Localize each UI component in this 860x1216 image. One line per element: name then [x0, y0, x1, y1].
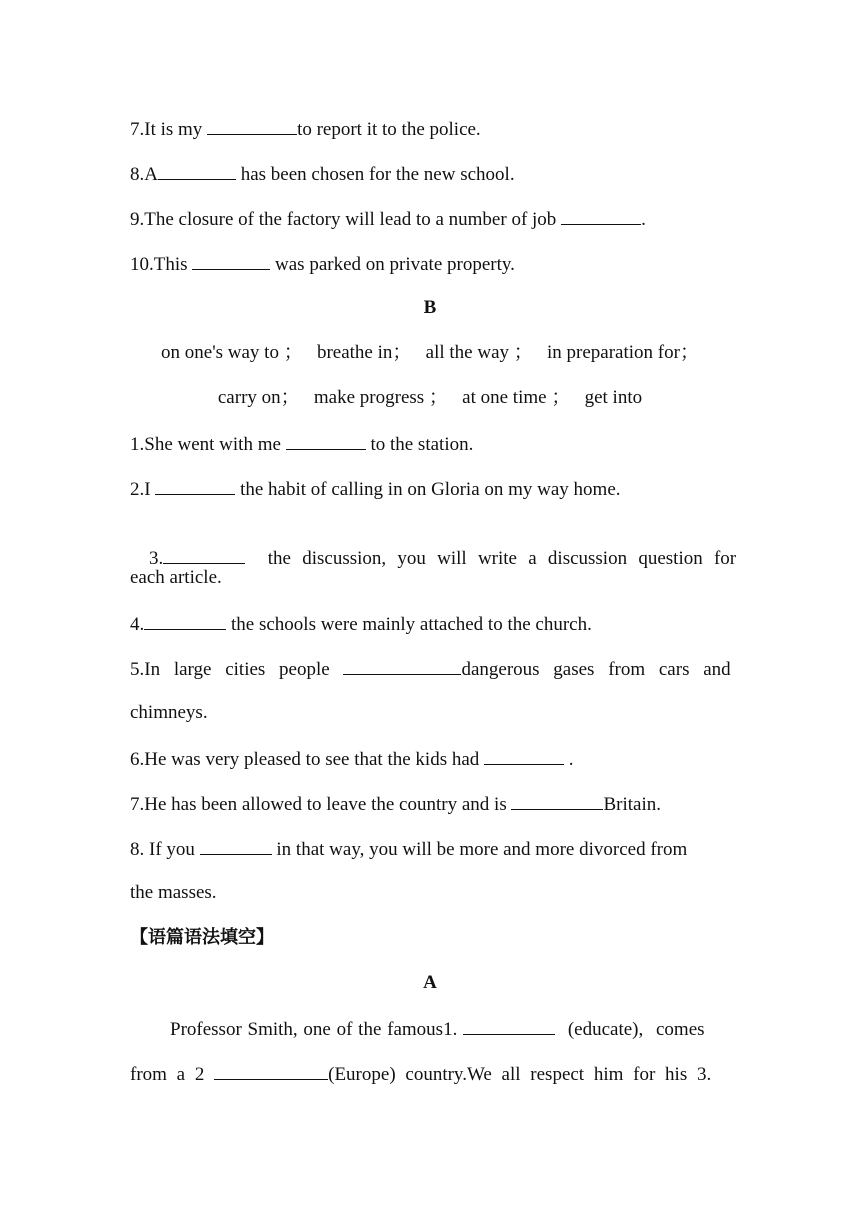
answer-blank[interactable] [484, 746, 564, 765]
answer-blank[interactable] [463, 1016, 555, 1035]
question-b3-cont: each article. [130, 567, 222, 588]
grammar-passage-line1: Professor Smith, one of the famous1. (educate), comes [130, 1016, 730, 1042]
question-a9: 9.The closure of the factory will lead to a number of job . [130, 206, 730, 232]
answer-blank[interactable] [158, 161, 236, 180]
answer-blank[interactable] [343, 656, 461, 675]
answer-blank[interactable] [286, 431, 366, 450]
answer-blank[interactable] [561, 206, 641, 225]
question-b5: 5.In large cities people dangerous gases from cars and [130, 656, 730, 682]
answer-blank[interactable] [192, 251, 270, 270]
question-b7: 7.He has been allowed to leave the country and is Britain. [130, 791, 730, 817]
question-b3: 3. the discussion, you will write a discussion question for [130, 521, 730, 595]
grammar-section-title: A [423, 972, 437, 993]
answer-blank[interactable] [163, 545, 245, 564]
answer-blank[interactable] [511, 791, 603, 810]
phrase-bank-line2: carry on； make progress ； at one time ； get into [217, 387, 643, 408]
phrase-bank-line1: on one's way to ； breathe in； all the way ； in preparation for； [161, 342, 699, 363]
question-b6: 6.He was very pleased to see that the kids had . [130, 746, 730, 772]
question-b4: 4. the schools were mainly attached to the church. [130, 611, 730, 637]
question-b5-cont: chimneys. [130, 702, 208, 723]
answer-blank[interactable] [155, 476, 235, 495]
grammar-passage-line2: from a 2 (Europe) country.We all respect him for his 3. [130, 1061, 730, 1087]
grammar-heading: 【语篇语法填空】 [130, 927, 274, 948]
question-b2: 2.I the habit of calling in on Gloria on my way home. [130, 476, 730, 502]
question-a10: 10.This was parked on private property. [130, 251, 730, 277]
answer-blank[interactable] [144, 611, 226, 630]
question-a8: 8.A has been chosen for the new school. [130, 161, 730, 187]
answer-blank[interactable] [214, 1061, 328, 1080]
question-b1: 1.She went with me to the station. [130, 431, 730, 457]
section-b-title: B [423, 297, 437, 318]
question-a7: 7.It is my to report it to the police. [130, 116, 730, 142]
answer-blank[interactable] [207, 116, 297, 135]
question-b8: 8. If you in that way, you will be more and more divorced from [130, 836, 730, 862]
answer-blank[interactable] [200, 836, 272, 855]
question-b8-cont: the masses. [130, 882, 217, 903]
